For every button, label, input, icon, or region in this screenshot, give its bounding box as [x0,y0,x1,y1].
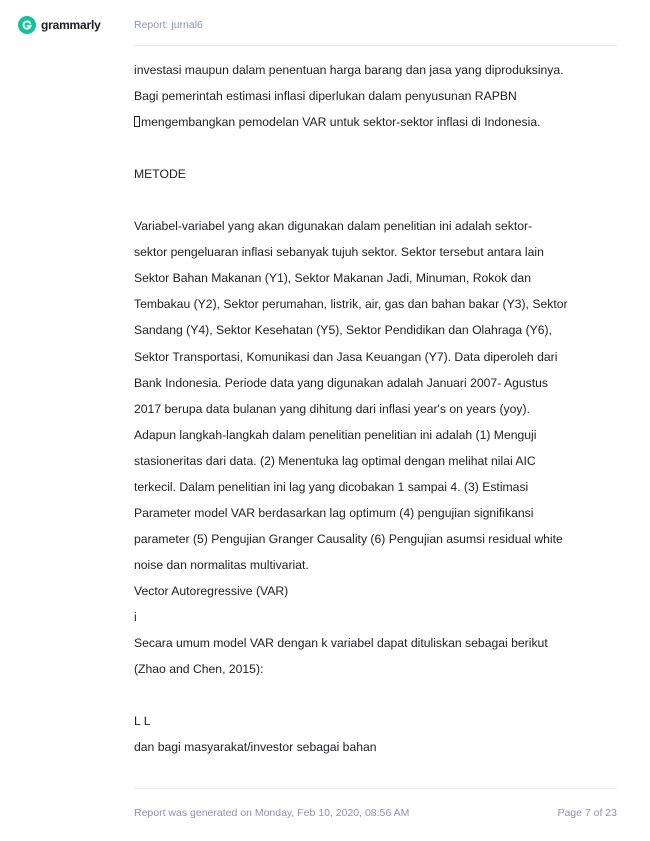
text-line: sektor pengeluaran inflasi sebanyak tujuh sektor. Sektor tersebut antara lain [134,245,544,260]
text-line: L L [134,714,151,729]
text-line: Variabel-variabel yang akan digunakan dalam penelitian ini adalah sektor- [134,219,533,234]
text-line: Secara umum model VAR dengan k variabel dapat dituliskan sebagai berikut [134,636,548,651]
page-indicator: Page 7 of 23 [557,807,617,819]
text-line: Tembakau (Y2), Sektor perumahan, listrik, air, gas dan bahan bakar (Y3), Sektor [134,297,568,312]
text-line: terkecil. Dalam penelitian ini lag yang dicobakan 1 sampai 4. (3) Estimasi [134,479,529,494]
text-line: Sektor Bahan Makanan (Y1), Sektor Makanan Jadi, Minuman, Rokok dan [134,271,531,286]
text-line: parameter (5) Pengujian Granger Causality (6) Pengujian asumsi residual white [134,531,563,546]
generated-timestamp: Report was generated on Monday, Feb 10, 2020, 08:56 AM [134,807,410,819]
text-line: 2017 berupa data bulanan yang dihitung dari inflasi year's on years (yoy). [134,401,530,416]
brand-name: grammarly [41,18,101,32]
text-line: Sandang (Y4), Sektor Kesehatan (Y5), Sektor Pendidikan dan Olahraga (Y6), [134,323,553,338]
text-line: dan bagi masyarakat/investor sebagai bahan [134,740,377,755]
text-line: Adapun langkah-langkah dalam penelitian penelitian ini adalah (1) Menguji [134,427,537,442]
header-divider [134,45,617,46]
footer-divider [134,788,617,789]
blank-line [134,682,617,708]
section-heading: METODE [134,167,186,182]
grammarly-g-icon [18,16,36,34]
text-line: stasioneritas dari data. (2) Menentuka lag optimal dengan melihat nilai AIC [134,453,536,468]
report-body [134,57,617,760]
blank-line [134,135,617,161]
text-line: i [134,609,137,624]
text-line: Parameter model VAR berdasarkan lag optimum (4) pengujian signifikansi [134,505,534,520]
report-title: Report: jurnal6 [134,19,203,31]
text-line: investasi maupun dalam penentuan harga barang dan jasa yang diproduksinya. [134,63,564,77]
text-line: noise dan normalitas multivariat. [134,557,309,572]
text-line: Vector Autoregressive (VAR) [134,583,289,598]
missing-glyph-icon [134,116,140,127]
blank-line [134,187,617,213]
text-line: Bank Indonesia. Periode data yang digunakan adalah Januari 2007- Agustus [134,375,549,390]
text-line: Sektor Transportasi, Komunikasi dan Jasa Keuangan (Y7). Data diperoleh dari [134,349,558,364]
text-line [134,109,617,135]
text-line: Bagi pemerintah estimasi inflasi diperlukan dalam penyusunan RAPBN [134,89,517,104]
grammarly-logo [18,16,101,34]
text-line: (Zhao and Chen, 2015): [134,662,264,677]
text-line-content: mengembangkan pemodelan VAR untuk sektor-sektor inflasi di Indonesia. [141,115,541,130]
